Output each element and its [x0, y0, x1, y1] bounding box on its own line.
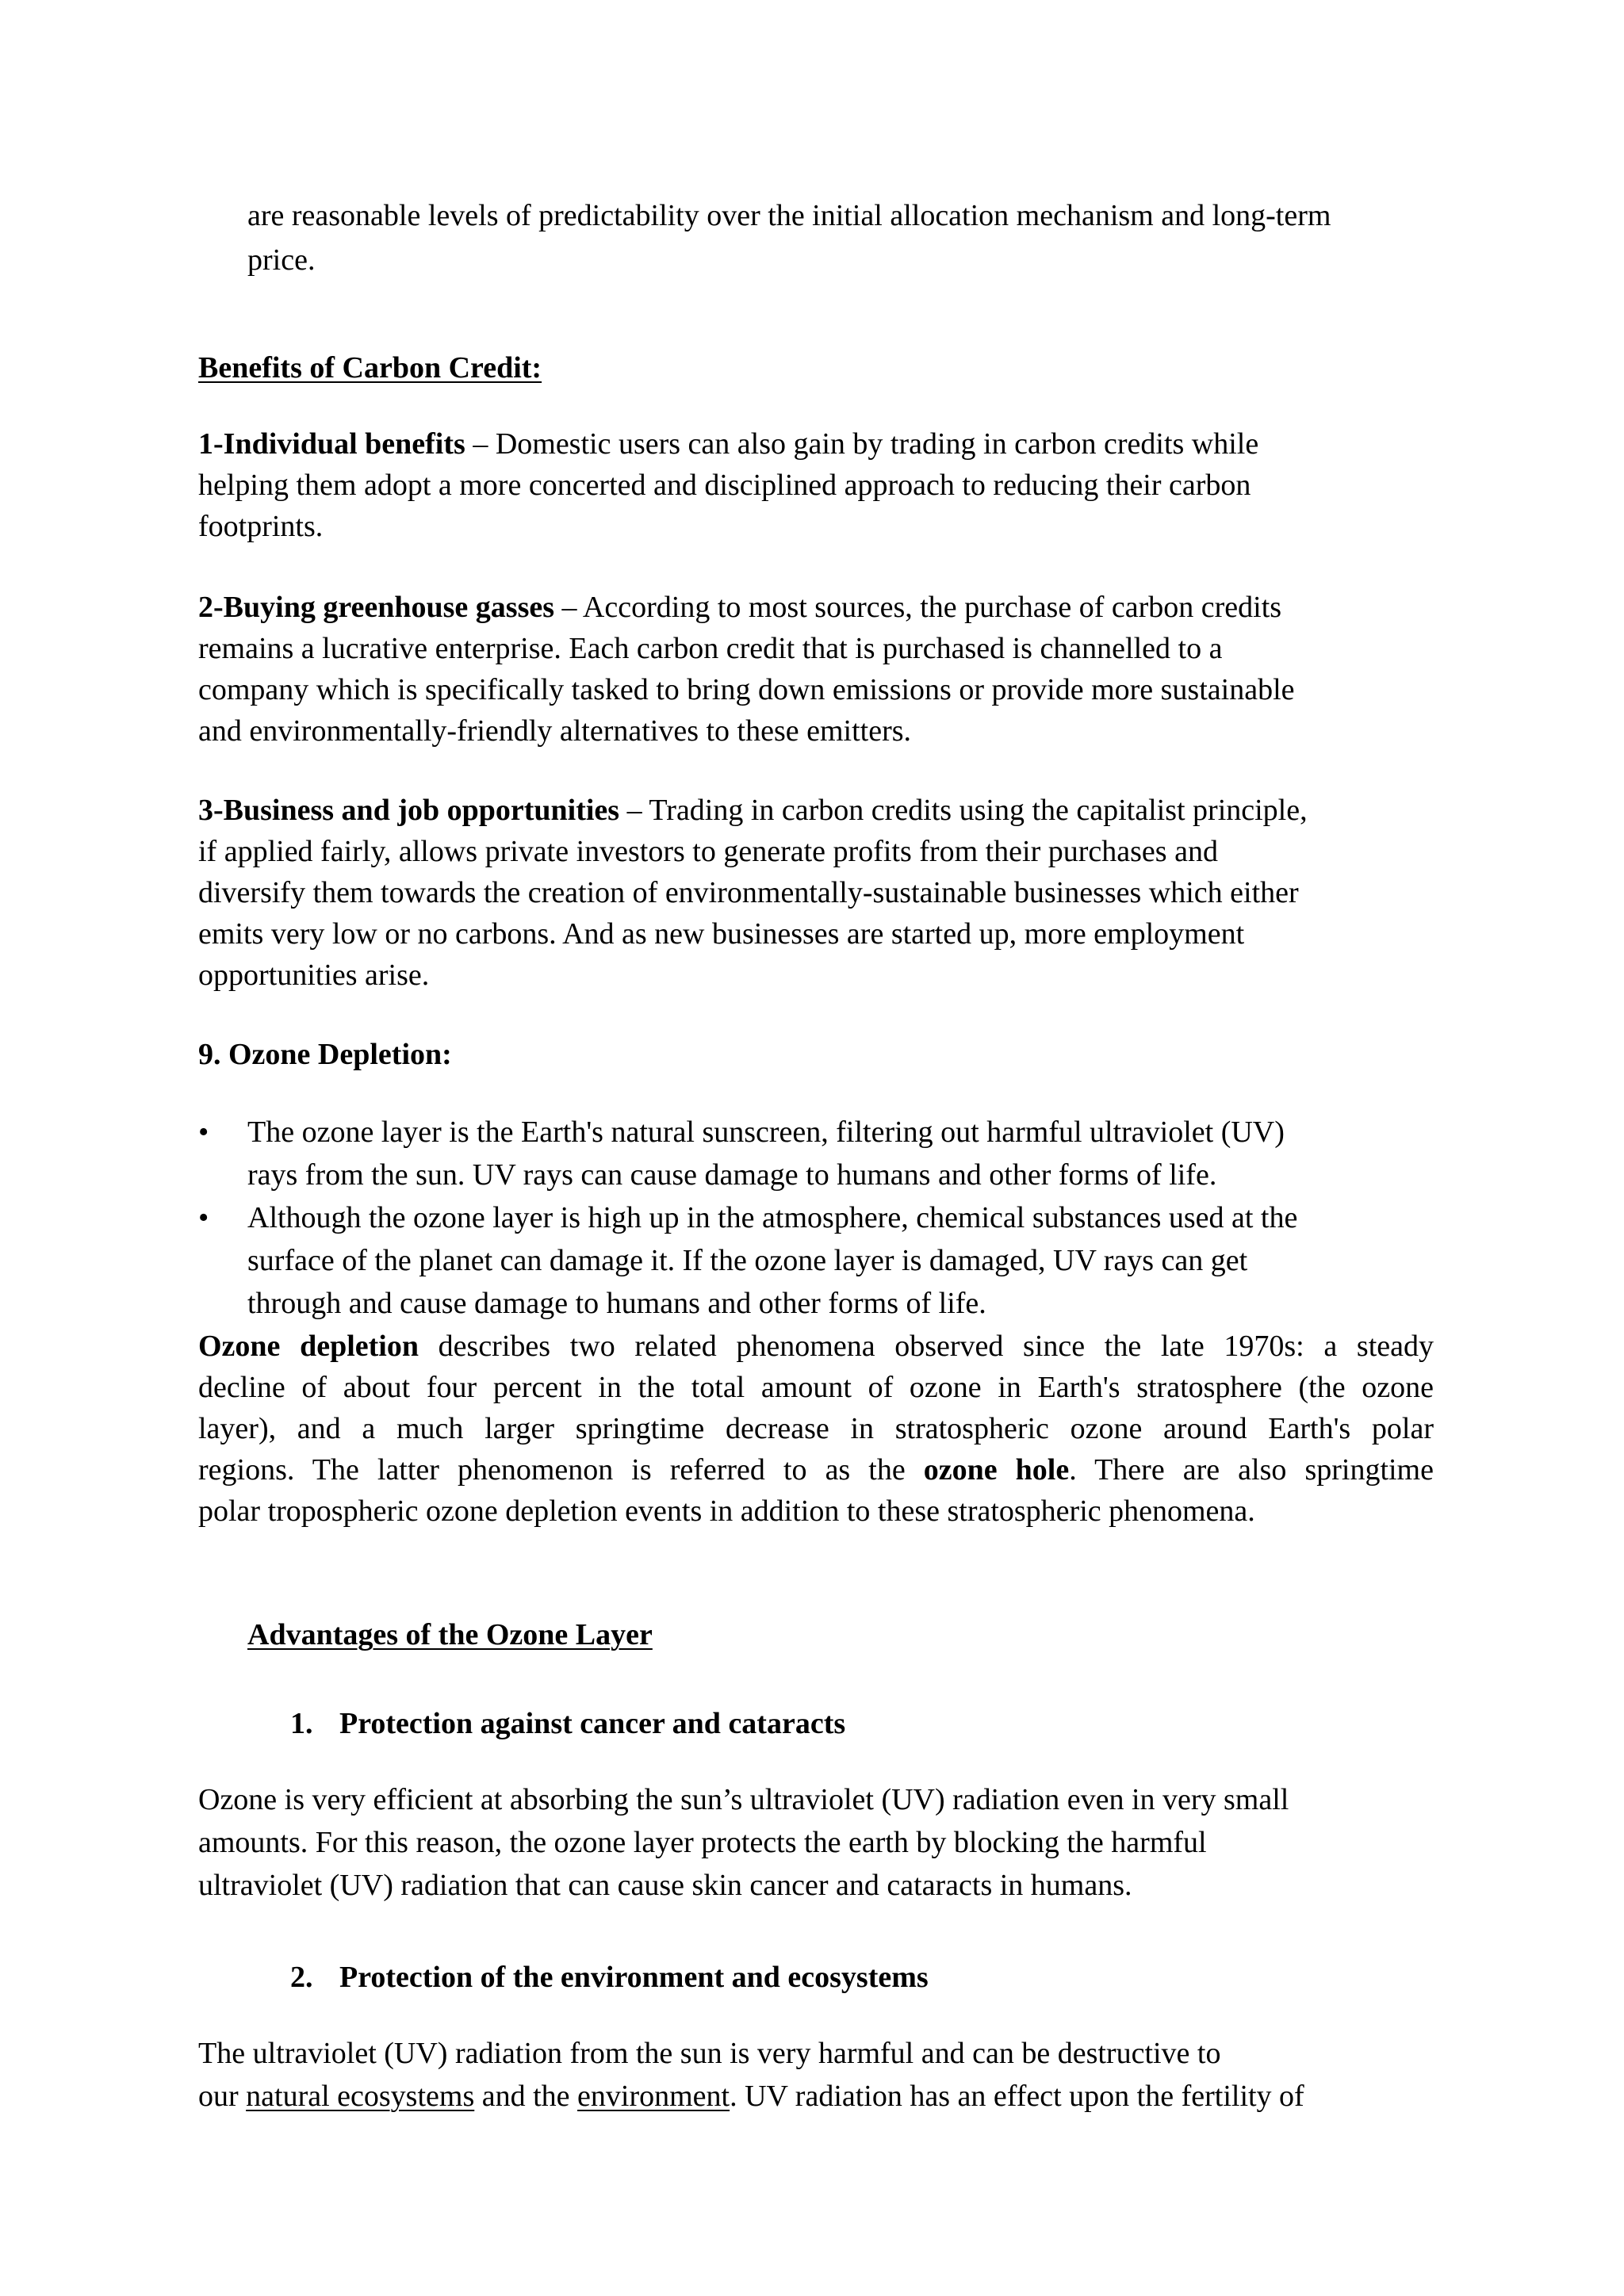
advantage-2-line-1: The ultraviolet (UV) radiation from the sun is very harmful and can be destructive to	[198, 2037, 1221, 2070]
benefit-1-line-1	[198, 423, 1258, 465]
benefit-1-text-1: – Domestic users can also gain by trading in carbon credits while	[465, 427, 1259, 461]
environment-link[interactable]: environment	[577, 2080, 730, 2113]
advantages-heading-text: Advantages of the Ozone Layer	[247, 1618, 653, 1651]
advantages-heading	[247, 1614, 653, 1655]
ozone-para-lead: Ozone depletion	[198, 1330, 419, 1363]
ozone-para-text-1: describes two related phenomena observed since the late 1970s: a steady	[419, 1330, 1434, 1363]
benefit-3-line-5: opportunities arise.	[198, 959, 430, 992]
benefit-3-line-3: diversify them towards the creation of environmentally-sustainable businesses which either	[198, 876, 1299, 909]
intro-line-1: are reasonable levels of predictability over the initial allocation mechanism and long-term	[247, 199, 1331, 232]
advantage-2-title-text: Protection of the environment and ecosystems	[339, 1961, 929, 1994]
benefit-1-lead: 1-Individual benefits	[198, 427, 465, 461]
advantage-2-text-2c: . UV radiation has an effect upon the fertility of	[730, 2080, 1304, 2113]
advantage-2-text-2a: our	[198, 2080, 247, 2113]
benefit-2-line-4: and environmentally-friendly alternatives to these emitters.	[198, 714, 912, 748]
advantage-1-title	[290, 1703, 845, 1744]
intro-line-2: price.	[247, 243, 316, 277]
ozone-para-text-4b: . There are also springtime	[1069, 1453, 1434, 1487]
benefit-1-line-3: footprints.	[198, 510, 324, 543]
benefit-3-line-4: emits very low or no carbons. And as new businesses are started up, more employment	[198, 917, 1245, 951]
advantage-1-line-2: amounts. For this reason, the ozone layer protects the earth by blocking the harmful	[198, 1826, 1207, 1859]
advantage-1-line-1: Ozone is very efficient at absorbing the sun’s ultraviolet (UV) radiation even in very small	[198, 1783, 1289, 1816]
benefit-3-line-1	[198, 790, 1308, 831]
benefit-3-lead: 3-Business and job opportunities	[198, 794, 620, 827]
benefits-heading	[198, 347, 542, 388]
benefit-2-line-2: remains a lucrative enterprise. Each carbon credit that is purchased is channelled to a	[198, 632, 1223, 665]
bullet-2-line-2: surface of the planet can damage it. If the ozone layer is damaged, UV rays can get	[247, 1244, 1248, 1277]
benefit-3-line-2: if applied fairly, allows private investors to generate profits from their purchases and	[198, 835, 1218, 868]
advantage-2-text-2b: and the	[474, 2080, 578, 2113]
benefit-2-text-1: – According to most sources, the purchase of carbon credits	[554, 591, 1282, 624]
advantage-1-line-3: ultraviolet (UV) radiation that can cause skin cancer and cataracts in humans.	[198, 1869, 1132, 1902]
ozone-para-line-5: polar tropospheric ozone depletion events in addition to these stratospheric phenomena.	[198, 1494, 1255, 1528]
benefits-heading-text: Benefits of Carbon Credit:	[198, 351, 542, 385]
advantage-2-line-2	[198, 2076, 1304, 2117]
advantage-1-title-text: Protection against cancer and cataracts	[339, 1707, 846, 1740]
benefit-2-lead: 2-Buying greenhouse gasses	[198, 591, 555, 624]
benefit-3-text-1: – Trading in carbon credits using the capitalist principle,	[619, 794, 1308, 827]
ozone-para-line-3: layer), and a much larger springtime decrease in stratospheric ozone around Earth's polar	[198, 1412, 1434, 1445]
natural-ecosystems-link[interactable]: natural ecosystems	[246, 2080, 475, 2113]
bullet-1-marker: •	[198, 1115, 209, 1149]
advantage-2-title	[290, 1957, 929, 1998]
bullet-1-line-2: rays from the sun. UV rays can cause damage to humans and other forms of life.	[247, 1158, 1217, 1192]
ozone-hole-term: ozone hole	[923, 1453, 1070, 1487]
ozone-para-line-1	[198, 1326, 1434, 1367]
bullet-1-line-1: The ozone layer is the Earth's natural sunscreen, filtering out harmful ultraviolet (UV)	[247, 1115, 1285, 1149]
ozone-heading-text: 9. Ozone Depletion:	[198, 1038, 452, 1071]
ozone-para-line-4	[198, 1449, 1434, 1490]
benefit-2-line-3: company which is specifically tasked to bring down emissions or provide more sustainable	[198, 673, 1295, 706]
ozone-heading	[198, 1034, 452, 1075]
ozone-para-line-2: decline of about four percent in the total amount of ozone in Earth's stratosphere (the ozone	[198, 1371, 1434, 1404]
advantage-2-number: 2.	[290, 1961, 313, 1994]
benefit-2-line-1	[198, 587, 1281, 628]
bullet-2-line-1: Although the ozone layer is high up in the atmosphere, chemical substances used at the	[247, 1201, 1298, 1234]
advantage-1-number: 1.	[290, 1707, 313, 1740]
benefit-1-line-2: helping them adopt a more concerted and disciplined approach to reducing their carbon	[198, 469, 1251, 502]
bullet-2-marker: •	[198, 1201, 209, 1234]
ozone-para-text-4a: regions. The latter phenomenon is referred to as the	[198, 1453, 924, 1487]
bullet-2-line-3: through and cause damage to humans and other forms of life.	[247, 1287, 986, 1320]
